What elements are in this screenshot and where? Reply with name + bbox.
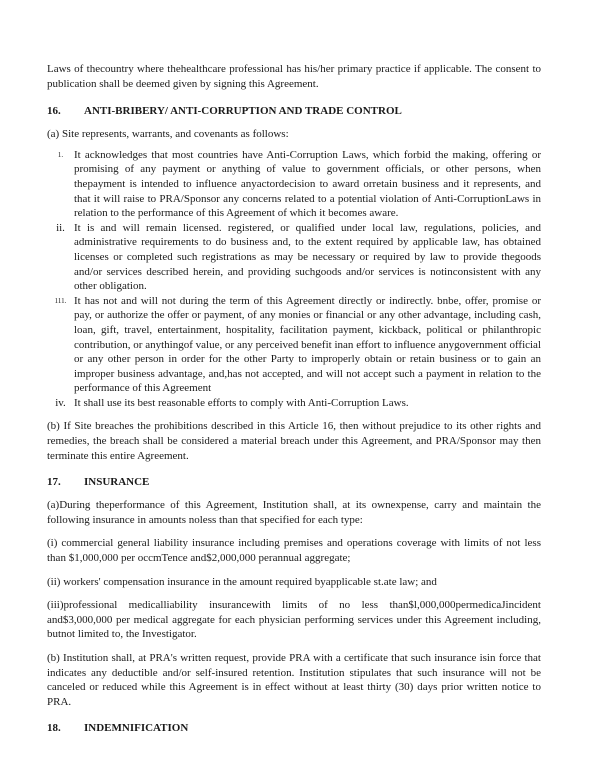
list-item-text: It shall use its best reasonable efforts to comply with Anti-Corruption Laws. xyxy=(74,396,409,409)
section-17-heading xyxy=(47,475,541,489)
section-16-title: ANTI-BRIBERY/ ANTI-CORRUPTION AND TRADE CONTROL xyxy=(84,105,402,118)
list-marker: 111. xyxy=(54,296,67,305)
section-16-intro: (a) Site represents, warrants, and covenants as follows: xyxy=(47,128,289,141)
section-17-number: 17. xyxy=(47,476,61,489)
section-17-paragraph-i: (i) commercial general liability insurance including premises and operations coverage with limits of not less than $1,000,000 per occmTence and$2,000,000 perannual aggregate; xyxy=(47,537,541,565)
list-item-text: It is and will remain licensed. registered, or qualified under local law, regulations, policies, and administrative requirements to do business and, to the extent required by applicable law, has obtained licenses or completed such registrations as may be necessary or required by law to provide thegoods and/or services described herein, and providing suchgoods and/or services is notinconsistent with any other obligation. xyxy=(74,221,541,293)
list-item xyxy=(47,294,541,396)
section-17-paragraph-iii: (iii)professional medicalliability insurancewith limits of no less than$l,000,000permedicaJincident and$3,000,000 per medical aggregate for each physician performing services under this Agreement including, butnot limited to, the Investigator. xyxy=(47,599,541,641)
list-item-text: It has not and will not during the term of this Agreement directly or indirectly. bnbe, offer, promise or pay, or authorize the offer or payment, of any monies or financial or any other advantage, including cash, loan, gift, travel, entertainment, hospitality, facilitation payment, kickback, political or philanthropic contribution, or anythingof value, or any perceived benefit inan effort to influence anygovernment official or any other person in order for the other Party to improperly obtain or retain business or to gain an improper business advantage, and,has not accepted, and will not accept such a payment in relation to the performance of this Agreement xyxy=(74,294,541,395)
section-18-title: INDEMNIFICATION xyxy=(84,722,189,735)
list-marker: ii. xyxy=(56,221,65,234)
section-17-paragraph-ii: (ii) workers' compensation insurance in the amount required byapplicable st.ate law; and xyxy=(47,575,437,588)
list-item xyxy=(47,221,541,294)
section-17-paragraph-b: (b) Institution shall, at PRA's written request, provide PRA with a certificate that such insurance isin force that indicates any deductible and/or self-insured retention. Institution stipulates that such insurance will not be canceled or reduced while this Agreement is in effect without at least thirty (30) days prior written notice to PRA. xyxy=(47,652,541,708)
section-18-heading xyxy=(47,721,541,735)
intro-paragraph: Laws of thecountry where thehealthcare professional has his/her primary practice if applicable. The consent to publication shall be deemed given by signing this Agreement. xyxy=(47,63,541,90)
section-17-paragraph-a: (a)During theperformance of this Agreement, Institution shall, at its ownexpense, carry and maintain the following insurance in amounts noless than that specified for each type: xyxy=(47,499,541,526)
section-16-list xyxy=(47,148,541,411)
section-17-title: INSURANCE xyxy=(84,476,150,489)
list-item xyxy=(47,396,541,411)
list-item xyxy=(47,148,541,221)
section-16-heading xyxy=(47,104,541,118)
list-item-text: It acknowledges that most countries have Anti-Corruption Laws, which forbid the making, offering or promising of any payment or anything of value to government officials, or other persons, when thepayment is intended to influence anyactordecision to award orretain business and it represents, and that it will raise to PRA/Sponsor any concerns related to a potential violation of Anti-CorruptionLaws in relation to the performance of this Agreement of which it becomes aware. xyxy=(74,148,541,220)
section-18-number: 18. xyxy=(47,722,61,735)
section-16-number: 16. xyxy=(47,105,61,118)
list-marker: iv. xyxy=(55,396,66,409)
section-16-paragraph-b: (b) If Site breaches the prohibitions described in this Article 16, then without prejudice to its other rights and remedies, the breach shall be considered a material breach under this Agreement, and PRA/Sponsor may then terminate this entire Agreement. xyxy=(47,420,541,462)
document-body xyxy=(47,62,541,735)
list-marker: 1. xyxy=(57,150,64,159)
